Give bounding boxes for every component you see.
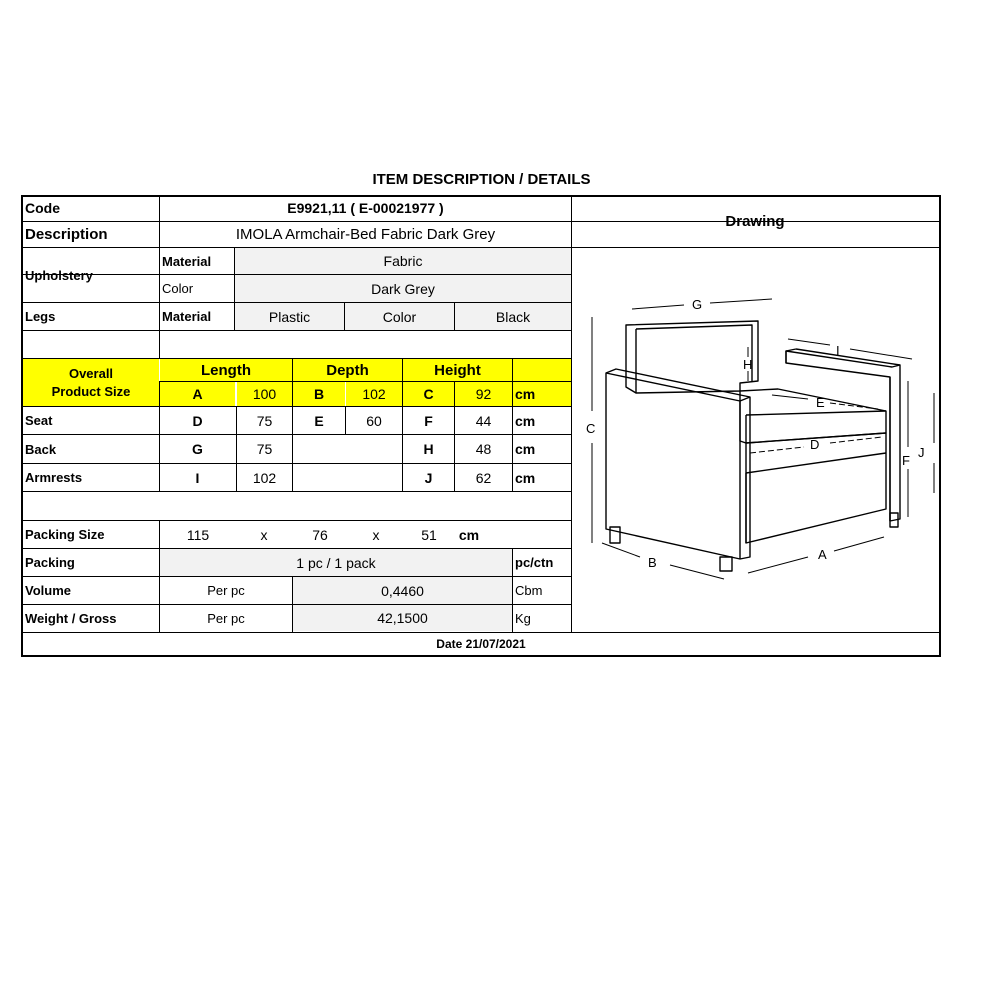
size-length-value: 75 bbox=[256, 441, 273, 457]
depth-header: Depth bbox=[293, 359, 402, 381]
description-value: IMOLA Armchair-Bed Fabric Dark Grey bbox=[235, 225, 496, 243]
packing-size-x2: x bbox=[372, 526, 380, 543]
size-length-value: 102 bbox=[252, 469, 277, 486]
size-length-code: I bbox=[195, 469, 200, 486]
dim-letter-g: G bbox=[692, 297, 703, 312]
upholstery-color-label: Color bbox=[162, 281, 194, 296]
page-title: ITEM DESCRIPTION / DETAILS bbox=[372, 171, 591, 188]
weight-label: Weight / Gross bbox=[25, 610, 117, 626]
size-row-label: Back bbox=[25, 441, 57, 457]
volume-label: Volume bbox=[25, 583, 71, 598]
size-depth-code bbox=[293, 435, 345, 463]
dim-letter-f: F bbox=[902, 453, 910, 468]
volume-unit: Cbm bbox=[515, 583, 543, 598]
size-height-value: 48 bbox=[475, 441, 492, 457]
dim-letter-e: E bbox=[816, 395, 825, 410]
code-label: Code bbox=[25, 200, 60, 216]
size-row-label: Armrests bbox=[25, 470, 83, 485]
size-unit: cm bbox=[513, 382, 571, 406]
dim-letter-b: B bbox=[648, 555, 657, 570]
size-unit: cm bbox=[515, 469, 536, 486]
weight-value: 42,1500 bbox=[293, 605, 512, 631]
size-height-value: 62 bbox=[475, 469, 492, 486]
upholstery-label: Upholstery bbox=[25, 267, 93, 283]
height-header: Height bbox=[403, 359, 512, 381]
dim-letter-j: J bbox=[918, 445, 925, 460]
size-height-code: F bbox=[424, 412, 433, 429]
unit-header-cell bbox=[513, 359, 571, 381]
size-height-value: 92 bbox=[455, 382, 512, 406]
size-height-code: J bbox=[424, 469, 433, 486]
legs-color-value: Black bbox=[455, 303, 571, 330]
size-depth-code bbox=[293, 464, 345, 491]
packing-size-label: Packing Size bbox=[25, 527, 105, 542]
drawing-label: Drawing bbox=[725, 212, 785, 230]
size-depth-value: 60 bbox=[366, 412, 382, 429]
size-height-code: C bbox=[403, 382, 454, 406]
code-value: E9921,11 ( E-00021977 ) bbox=[287, 200, 444, 216]
weight-unit: Kg bbox=[515, 610, 531, 626]
weight-per: Per pc bbox=[207, 610, 245, 626]
packing-unit: pc/ctn bbox=[515, 555, 554, 570]
description-label: Description bbox=[25, 225, 108, 243]
length-header: Length bbox=[160, 359, 292, 381]
size-depth-code: B bbox=[293, 382, 345, 406]
date-footer: Date 21/07/2021 bbox=[436, 637, 526, 651]
volume-per: Per pc bbox=[207, 583, 245, 598]
legs-color-label: Color bbox=[345, 303, 454, 330]
dim-letter-i: I bbox=[836, 343, 840, 358]
upholstery-color-value: Dark Grey bbox=[235, 275, 571, 302]
armchair-sketch bbox=[606, 321, 900, 571]
size-depth-value: 102 bbox=[346, 382, 402, 406]
packing-size-length: 115 bbox=[186, 526, 210, 543]
upholstery-material-value: Fabric bbox=[235, 248, 571, 274]
packing-size-depth: 76 bbox=[312, 526, 328, 543]
size-height-value: 44 bbox=[475, 412, 492, 429]
size-unit: cm bbox=[515, 412, 536, 429]
packing-size-height: 51 bbox=[421, 526, 437, 543]
h-gridline bbox=[21, 330, 571, 331]
size-height-code: H bbox=[423, 441, 434, 457]
legs-label: Legs bbox=[25, 309, 56, 324]
packing-size-x1: x bbox=[260, 526, 268, 543]
size-length-value: 75 bbox=[256, 412, 273, 429]
legs-material-label: Material bbox=[162, 309, 212, 324]
upholstery-material-label: Material bbox=[162, 253, 212, 269]
packing-value: 1 pc / 1 pack bbox=[160, 549, 512, 576]
h-gridline bbox=[21, 491, 571, 492]
size-depth-code: E bbox=[314, 412, 324, 429]
dim-letter-d: D bbox=[810, 437, 820, 452]
size-depth-value bbox=[346, 464, 402, 491]
overall-size-label: Overall Product Size bbox=[23, 359, 159, 406]
size-length-code: D bbox=[192, 412, 203, 429]
dim-letter-c: C bbox=[586, 421, 596, 436]
size-length-code: A bbox=[160, 382, 235, 406]
armchair-dimension-drawing bbox=[572, 247, 940, 631]
size-length-value: 100 bbox=[237, 382, 292, 406]
legs-material-value: Plastic bbox=[235, 303, 344, 330]
packing-label: Packing bbox=[25, 555, 75, 570]
volume-value: 0,4460 bbox=[293, 577, 512, 604]
size-depth-value bbox=[346, 435, 402, 463]
dim-letter-a: A bbox=[818, 547, 827, 562]
dim-letter-h: H bbox=[743, 357, 753, 372]
size-row-label: Seat bbox=[25, 413, 53, 428]
size-unit: cm bbox=[515, 441, 536, 457]
size-length-code: G bbox=[192, 441, 203, 457]
packing-size-unit: cm bbox=[458, 526, 480, 543]
